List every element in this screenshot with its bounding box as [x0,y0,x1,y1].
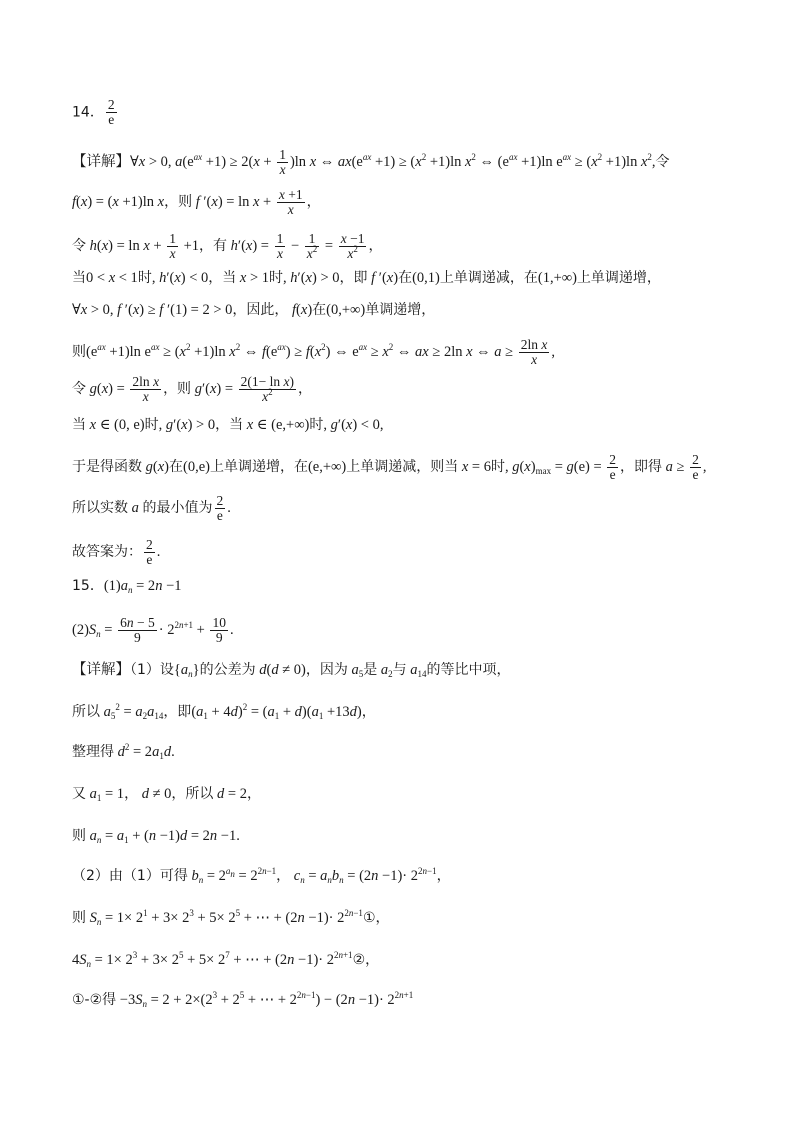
line-1: 14． $\frac{2}{e}$ [72,97,115,127]
line-2: 【详解】∀x > 0, $a(e^{ax} +1) \ge 2(x$ + $\frac{1}{x}$ )ln x ⇔ $ax(e^{ax} +1) \ge (x^2 +1)\ln$ $x^2$ ⇔ $(e^{ax} +1)\ln$ $e^{ax} \ge (x^2 +1)\ln$ $x^2$,令 [72,147,670,177]
line-9: 当 x ∈ (0, e)时, g′(x) > 0，当 x ∈ (e,+∞)时, g′(x) < 0, [72,417,384,433]
line-8: 令 g(x) = $\frac{\text{2ln x}}{x}$ ，则 g′(x) = $\frac{\text{2(1− ln x)}}{x^2}$ ， [72,374,313,404]
line-19: 则 $a_n = a_1 + (n -1)d = 2n -1$. [72,828,240,845]
line-4: 令 h(x) = ln x + $\frac{1}{x}$ +1，有 h′(x) = $\frac{1}{x}$ − $\frac{1}{x^2}$ = $\frac{x -1}{x^2}$ ， [72,231,383,261]
line-15: 【详解】（1）设$\{a_n\}$的公差为 d(d ≠ 0)，因为 $a_5$是 $a_2$与 $a_{14}$的等比中项， [72,662,511,679]
line-20: （2）由（1）可得 $b_n = 2^{a_n} = 2^{2n-1}$， $c_n = a_nb_n = (2n -1)\cdot 2^{2n-1}$， [72,866,451,885]
line-7: 则$(e^{ax} +1)\ln$ $e^{ax} \ge (x^2 +1)\ln$ $x^2$ ⇔ $f(e^{ax}) \ge f(x^2)$ ⇔ $e^{ax} \ge x^2$ ⇔ ax ≥ 2ln x ⇔ a ≥ $\frac{\text{2ln x}}{x}$ , [72,337,556,367]
line-6: ∀x > 0, f ′(x) ≥ f ′(1) = 2 > 0，因此， f(x)在(0,+∞)单调递增， [72,302,436,318]
line-11: 所以实数 a 的最小值为 $\frac{2}{e}$ . [72,493,231,523]
line-12: 故答案为： $\frac{2}{e}$ . [72,537,161,567]
line-17: 整理得 $d^2 = 2a_1d$. [72,742,175,761]
line-5: 当0 < x < 1时, h′(x) < 0，当 x > 1时, h′(x) > 0，即 f ′(x)在(0,1)上单调递减，在(1,+∞)上单调递增， [72,270,661,286]
line-22: $4S_n = 1\times 2^3 + 3\times 2^5 + 5\times 2^7$ + ⋯ + $(2n -1)\cdot 2^{2n+1}②$， [72,950,380,969]
line-10: 于是得函数 g(x)在(0,e)上单调递增，在(e,+∞)上单调递减，则当 x = 6时, $g(x)_{max} = g(e)$ = $\frac{2}{e}$ ，即得 a ≥ $\frac{2}{e}$ , [72,452,707,482]
line-14: $(2)S_n$ = $\frac{6n - 5}{9}$ · $2^{2n+1}$ + $\frac{10}{9}$ . [72,615,234,645]
line-3: f(x) = (x +1)ln x，则 f ′(x) = ln x + $\frac{x +1}{x}$ ， [72,187,321,217]
line-21: 则 $S_n = 1\times 2^1 + 3\times 2^3 + 5\times 2^5$ + ⋯ + $(2n -1)\cdot 2^{2n-1}①$， [72,908,390,927]
line-23: ①-②得 $-3S_n = 2 + 2\times(2^3 + 2^5$ + ⋯ + $2^{2n-1}) - (2n -1)\cdot 2^{2n+1}$ [72,990,414,1009]
line-13: 15．$(1)a_n = 2n -1$ [72,578,182,595]
line-18: 又 $a_1 = 1$， d ≠ 0，所以 d = 2， [72,786,261,803]
line-16: 所以 $a_5^2 = a_2a_{14}$，即$(a_1 + 4d)^2 = (a_1 + d)(a_1 +13d)$， [72,702,376,721]
